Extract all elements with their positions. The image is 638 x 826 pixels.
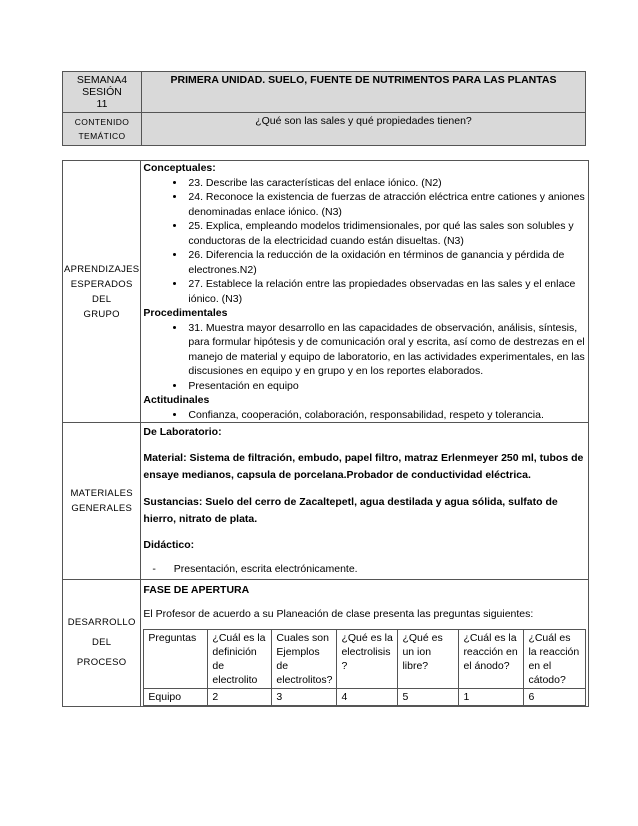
laboratorio-text: Material: Sistema de filtración, embudo, papel filtro, matraz Erlenmeyer 250 ml, tubos de ensaye medianos, capsula de porcelana.Probador de conductividad eléctrica. — [143, 451, 584, 481]
procedimentales-list — [143, 321, 586, 394]
conceptuales-title: Conceptuales: — [143, 162, 216, 174]
sustancias-text: Sustancias: Suelo del cerro de Zacaltepetl, agua destilada y agua sólida, sulfato de hierro, nitrato de plata. — [143, 495, 558, 525]
conceptuales-list — [143, 176, 586, 307]
table-row — [144, 629, 586, 688]
list-item: • 25. Explica, empleando modelos tridimensionales, por qué las sales son solubles y conductoras de la electricidad cuando están disueltas. (N3) — [186, 219, 586, 248]
table-header-cell: ¿Cuál es la reacción en el cátodo? — [524, 629, 586, 688]
materiales-label-2: GENERALES — [71, 502, 133, 514]
table-cell: 2 — [208, 688, 272, 705]
semana-label: SEMANA4 — [76, 74, 128, 86]
didactico-item: Presentación, escrita electrónicamente. — [173, 563, 358, 575]
laboratorio-title: De Laboratorio: — [143, 426, 222, 438]
list-item: • 23. Describe las características del enlace iónico. (N2) — [186, 176, 586, 191]
table-header-cell: ¿Cuál es la reacción en el ánodo? — [459, 629, 524, 688]
desarrollo-row — [63, 579, 589, 706]
table-header-cell: Cuales son Ejemplos de electrolitos? — [272, 629, 337, 688]
table-header-cell: ¿Cuál es la definición de electrolito — [208, 629, 272, 688]
header-row-2 — [63, 113, 586, 146]
list-item: • 24. Reconoce la existencia de fuerzas de atracción eléctrica entre cationes y aniones denominadas enlace iónico. (N3) — [186, 190, 586, 219]
table-cell: Equipo — [144, 688, 208, 705]
materiales-content — [141, 423, 589, 580]
aprendizajes-row — [63, 161, 589, 423]
tematico-label: TEMÁTICO — [78, 131, 126, 141]
unit-title: PRIMERA UNIDAD. SUELO, FUENTE DE NUTRIMENTOS PARA LAS PLANTAS — [142, 72, 586, 113]
table-cell: 1 — [459, 688, 524, 705]
session-question: ¿Qué son las sales y qué propiedades tienen? — [142, 113, 586, 146]
list-item: • Presentación en equipo — [186, 379, 586, 394]
procedimentales-title: Procedimentales — [143, 307, 228, 319]
aprendizajes-content — [141, 161, 589, 423]
header-table — [62, 71, 586, 146]
materiales-row — [63, 423, 589, 580]
aprendizajes-label-2: ESPERADOS DEL — [70, 278, 133, 305]
sesion-label: SESIÓN — [82, 86, 122, 98]
aprendizajes-side-label — [63, 161, 141, 423]
table-cell: 3 — [272, 688, 337, 705]
contenido-label: CONTENIDO — [74, 117, 130, 127]
didactico-item-row — [143, 562, 586, 577]
plan-table — [62, 160, 589, 707]
actitudinales-list — [143, 408, 586, 423]
dash-bullet: - — [152, 563, 156, 575]
semana-sesion-cell — [63, 72, 142, 113]
aprendizajes-label-3: GRUPO — [83, 308, 120, 320]
desarrollo-label-2: PROCESO — [76, 656, 127, 668]
table-cell: 4 — [337, 688, 398, 705]
desarrollo-side-label — [63, 579, 141, 706]
table-header-cell: ¿Qué es un ion libre? — [398, 629, 459, 688]
materiales-label-1: MATERIALES — [70, 487, 133, 499]
desarrollo-label-1: DESARROLLO DEL — [67, 616, 136, 648]
desarrollo-intro: El Profesor de acuerdo a su Planeación de clase presenta las preguntas siguientes: — [143, 608, 534, 620]
table-header-cell: Preguntas — [144, 629, 208, 688]
list-item: • 27. Establece la relación entre las propiedades observadas en las sales y el enlace iónico. (N3) — [186, 277, 586, 306]
header-row-1 — [63, 72, 586, 113]
table-cell: 6 — [524, 688, 586, 705]
aprendizajes-label-1: APRENDIZAJES — [64, 263, 140, 275]
list-item: • 31. Muestra mayor desarrollo en las capacidades de observación, análisis, síntesis, para formular hipótesis y de comunicación oral y escrita, así como de destrezas en el manejo de material y equipo de laboratorio, en las actividades experimentales, en las discusiones en equipo y en grupo y en los reportes elaborados. — [186, 321, 586, 379]
didactico-title: Didáctico: — [143, 538, 195, 551]
sesion-number: 11 — [96, 98, 108, 110]
actitudinales-title: Actitudinales — [143, 394, 210, 406]
table-row — [144, 688, 586, 705]
table-cell: 5 — [398, 688, 459, 705]
fase-title: FASE DE APERTURA — [143, 583, 250, 596]
preguntas-table — [143, 629, 586, 706]
materiales-side-label — [63, 423, 141, 580]
desarrollo-content — [141, 579, 589, 706]
list-item: • 26. Diferencia la reducción de la oxidación en términos de ganancia y pérdida de electrones.N2) — [186, 248, 586, 277]
contenido-cell — [63, 113, 142, 146]
table-header-cell: ¿Qué es la electrolisis ? — [337, 629, 398, 688]
list-item: • Confianza, cooperación, colaboración, responsabilidad, respeto y tolerancia. — [186, 408, 586, 423]
